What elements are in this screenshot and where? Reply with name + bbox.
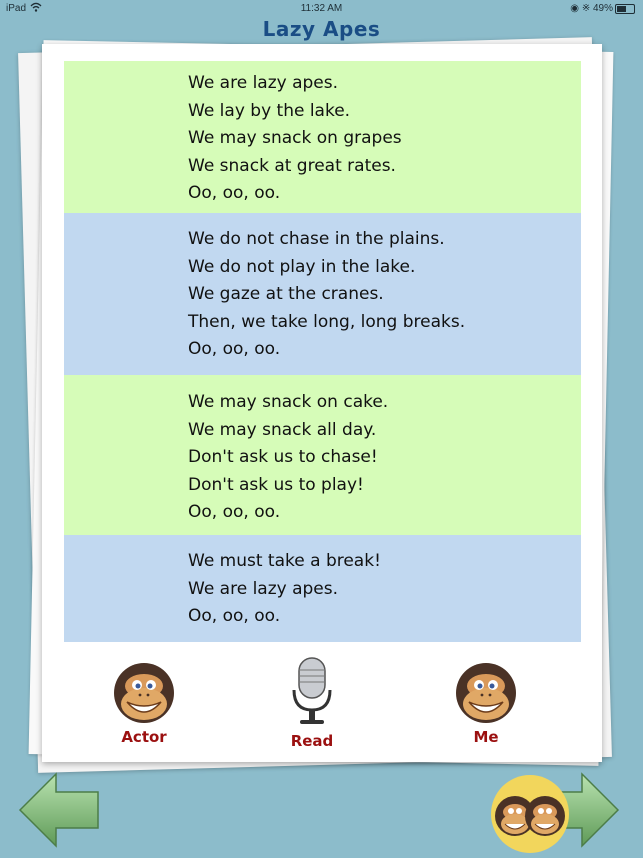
orientation-lock-icon: ◉	[570, 3, 580, 14]
verse-line: We may snack all day.	[188, 419, 377, 440]
verse-line: We may snack on grapes	[188, 128, 402, 148]
verse-2	[64, 213, 581, 375]
verse-line: Don't ask us to play!	[188, 474, 364, 495]
verse-line: We must take a break!	[188, 551, 381, 571]
status-right	[570, 3, 613, 14]
apes-button[interactable]	[490, 774, 570, 854]
microphone-icon	[291, 656, 333, 728]
read-button[interactable]	[280, 656, 344, 750]
monkey-face-icon	[111, 662, 177, 724]
verse-line: We gaze at the cranes.	[188, 284, 384, 304]
left-arrow-icon	[18, 770, 100, 850]
battery-icon	[615, 4, 635, 14]
verse-line: We do not play in the lake.	[188, 256, 416, 277]
verse-1	[64, 61, 581, 213]
me-label: Me	[473, 728, 499, 746]
device-name: iPad	[6, 3, 27, 14]
verse-line: We do not chase in the plains.	[188, 229, 445, 249]
verse-line: We snack at great rates.	[188, 155, 396, 176]
two-monkeys-icon	[490, 774, 570, 854]
verse-line: We may snack on cake.	[188, 392, 389, 412]
page-title: Lazy Apes	[262, 17, 381, 41]
verse-line: Oo, oo, oo.	[188, 339, 281, 359]
verse-3	[64, 375, 581, 535]
verse-line: Then, we take long, long breaks.	[188, 311, 466, 332]
verse-line: Don't ask us to chase!	[188, 447, 378, 467]
back-button[interactable]	[18, 770, 100, 850]
actor-button[interactable]	[108, 662, 180, 746]
status-time: 11:32 AM	[300, 3, 343, 14]
monkey-face-icon	[453, 662, 519, 724]
verse-line: Oo, oo, oo.	[188, 183, 281, 203]
verse-line: We are lazy apes.	[188, 578, 339, 599]
battery-percent: 49%	[592, 3, 613, 14]
verse-line: We lay by the lake.	[188, 100, 351, 121]
verse-4	[64, 535, 581, 642]
actor-label: Actor	[121, 728, 167, 746]
verse-line: Oo, oo, oo.	[188, 502, 281, 522]
read-label: Read	[290, 732, 334, 750]
verse-line: We are lazy apes.	[188, 73, 339, 93]
bluetooth-icon: ※	[581, 3, 591, 14]
battery-fill	[617, 6, 626, 12]
me-button[interactable]	[446, 662, 526, 746]
status-bar	[0, 0, 643, 18]
verse-line: Oo, oo, oo.	[188, 606, 281, 626]
